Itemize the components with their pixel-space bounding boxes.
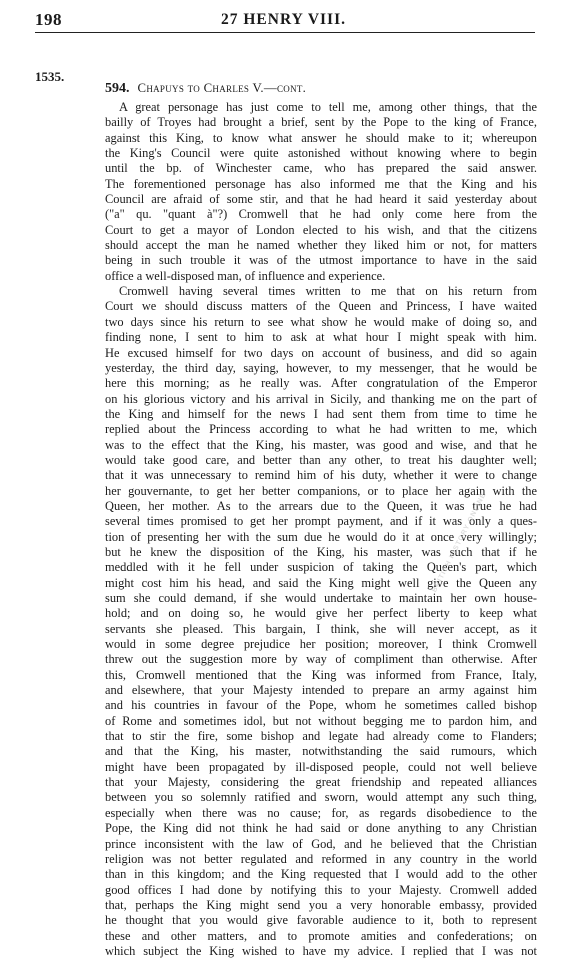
text-line: religion was not better regulated and reformed in any country in the world xyxy=(105,851,537,866)
text-line: than in this kingdom; and the King requested that I would add to the other xyxy=(105,867,537,882)
text-line: good offices I had done by notifying this to your Majesty. Cromwell added xyxy=(105,882,537,897)
text-line: until the bp. of Winchester came, who has prepared the said answer. xyxy=(105,161,537,176)
text-line: finding none, I sent to him to ask at what hour I might speak with him. xyxy=(105,330,537,345)
text-line: and his countries in favour of the Pope, whom he sometimes called bishop xyxy=(105,698,537,713)
text-line: Queen, her mother. As to the arrears due to the Queen, it was true he had xyxy=(105,498,537,513)
letter-heading xyxy=(105,81,306,97)
text-line: replied about the Princess according to what he had written to me, which xyxy=(105,422,537,437)
text-line: servants she pleased. This bargain, I think, she will never accept, as it xyxy=(105,621,537,636)
text-line: was to the effect that the King, his master, was good and wise, and that he xyxy=(105,437,537,452)
text-line: between you so solemnly ratified and sworn, would attempt any such thing, xyxy=(105,790,537,805)
text-line: but he knew the disposition of the King, his master, was such that if he xyxy=(105,544,537,559)
text-line: several times promised to get her prompt payment, and if it was only a ques- xyxy=(105,514,537,529)
text-line: he thought that you would give favorable audience to it, both to represent xyxy=(105,913,537,928)
text-line: threw out the suggestion more by way of compliment than otherwise. After xyxy=(105,652,537,667)
text-line: the King's Council were quite astonished without knowing where to begin xyxy=(105,146,537,161)
text-line: might have been propagated by ill-disposed people, could not well believe xyxy=(105,759,537,774)
text-line: would take good care, and better than any other, to treat his daughter well; xyxy=(105,452,537,467)
text-line: might cost him his head, and said the King might well give the Queen any xyxy=(105,575,537,590)
margin-year: 1535. xyxy=(35,69,65,84)
text-line: bailly of Troyes had brought a brief, sent by the Pope to the king of France, xyxy=(105,115,537,130)
text-line: here this morning; as he really was. After congratulation of the Emperor xyxy=(105,376,537,391)
text-line: that, perhaps the King might send you a very honorable embassy, provided xyxy=(105,897,537,912)
text-line: tion of presenting her with the sum due he would do it at once very willingly; xyxy=(105,529,537,544)
text-line: Pope, the King did not think he had said or done anything to any Christian xyxy=(105,821,537,836)
text-line: that your Majesty, considering the great friendship and repeated alliances xyxy=(105,775,537,790)
text-line: He excused himself for two days on account of business, and did so again xyxy=(105,345,537,360)
text-line: office a well-disposed man, of influence and experience. xyxy=(105,268,386,283)
page-number: 198 xyxy=(35,10,62,29)
text-line: Court to get a mayor of London elected to his wish, and that the citizens xyxy=(105,222,537,237)
text-line: would in some degree prejudice her position; moreover, I think Cromwell xyxy=(105,637,537,652)
text-line: especially when there was no cause; for, as regards disobedience to the xyxy=(105,805,537,820)
text-line: this, Cromwell mentioned that the King was informed from France, Italy, xyxy=(105,667,537,682)
text-line: sum she could demand, if she would undertake to maintain her own house- xyxy=(105,591,537,605)
text-line: against this King, to know what answer he should make to it; whereupon xyxy=(105,130,537,145)
text-line: Court we should discuss matters of the Queen and Princess, I have waited xyxy=(105,299,537,314)
letter-title: Chapuys to Charles V.—cont. xyxy=(137,81,307,95)
text-line: that it was unnecessary to remind him of his duty, whether it were to change xyxy=(105,468,537,483)
text-line: on his glorious victory and his arrival in Sicily, and thanking me on the part of xyxy=(105,391,537,406)
text-line: two days since his return to see what show he would make of doing so, and xyxy=(105,314,537,329)
letter-number: 594. xyxy=(105,81,130,96)
text-line: yesterday, the third day, saying, however, to my messenger, that he would be xyxy=(105,360,537,375)
text-line: being in such trouble it was of the utmost importance to have in the said xyxy=(105,253,537,268)
text-line: hold; and on doing so, he would give her perfect liberty to keep what xyxy=(105,606,537,621)
running-head: 27 HENRY VIII. xyxy=(221,11,346,28)
text-line: which subject the King wished to have my advice. I replied that I was not xyxy=(105,943,537,958)
text-line: Council are afraid of some stir, and that he had heard it said yesterday about xyxy=(105,192,537,207)
header-rule xyxy=(35,32,535,33)
watermark-stamp: BRITISH HISTORY ONLINE xyxy=(431,491,488,594)
letter-body xyxy=(105,100,537,959)
text-line: should accept the man he named whether they liked him or not, for matters xyxy=(105,238,537,253)
text-line: of Rome and sometimes idol, but not without begging me to pardon him, and xyxy=(105,713,537,728)
text-line: The forementioned personage has also informed me that the King and his xyxy=(105,176,537,191)
text-line: that to stir the fire, some bishop and legate had already come to Flanders; xyxy=(105,729,537,744)
text-line: Cromwell having several times written to me that on his return from xyxy=(119,284,537,299)
text-line: prince inconsistent with the law of God, and he believed that the Christian xyxy=(105,836,537,851)
text-line: and that the King, his master, notwithstanding the said rumours, which xyxy=(105,744,537,759)
text-line: ("a" qu. "quant à"?) Cromwell that he had only come here from the xyxy=(105,207,537,222)
text-line: A great personage has just come to tell me, among other things, that the xyxy=(119,100,537,114)
text-line: these and other matters, and to promote amities and confederations; on xyxy=(105,928,537,943)
text-line: her gouvernante, to get her better companions, or to place her again with the xyxy=(105,483,537,498)
text-line: the King and himself for the news I had sent them from time to time he xyxy=(105,406,537,421)
text-line: and elsewhere, that your Majesty intended to prepare an army against him xyxy=(105,683,537,698)
text-line: meddled with it he fell under suspicion of taking the Queen's part, which xyxy=(105,560,537,575)
